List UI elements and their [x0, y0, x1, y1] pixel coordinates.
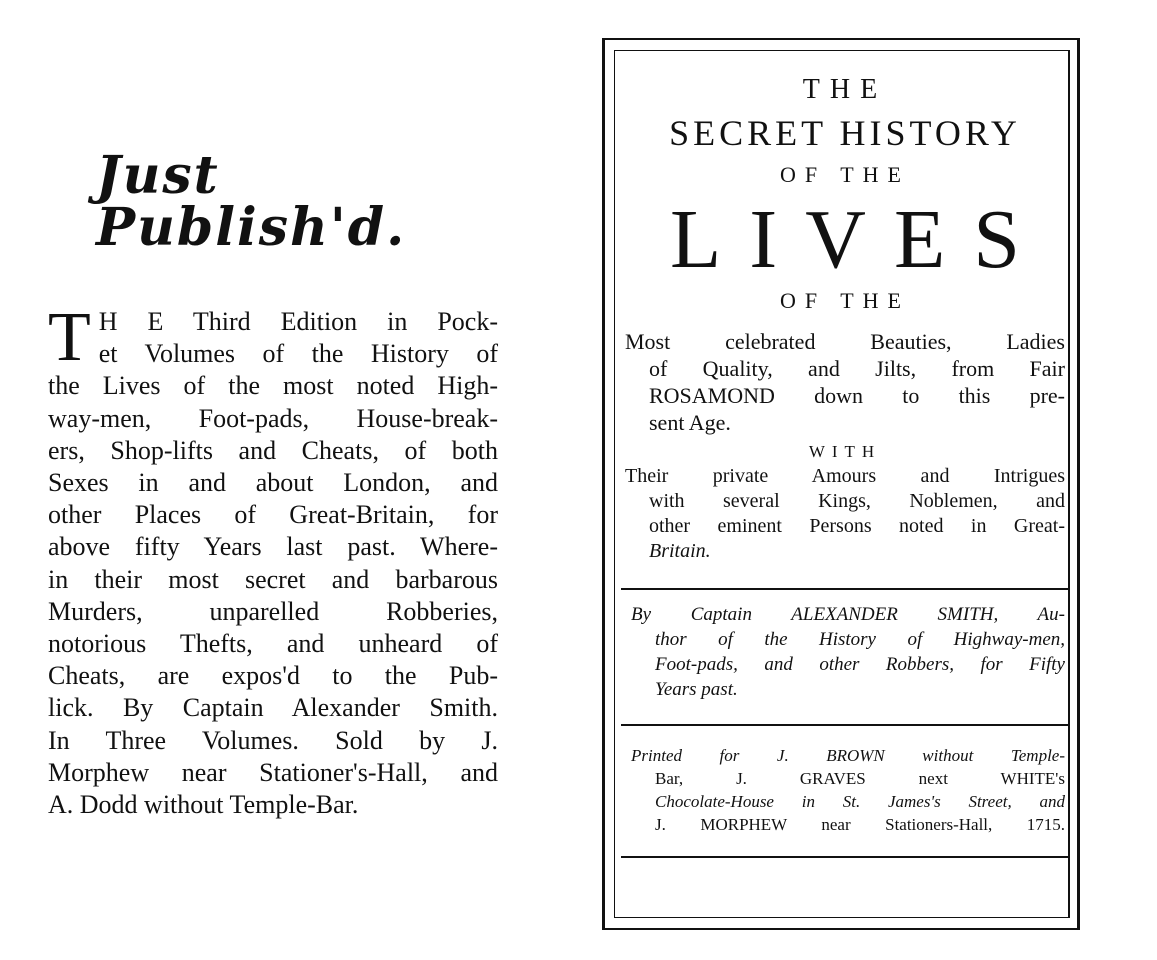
title-secret-history: SECRET HISTORY [669, 113, 1021, 153]
description-line: sent Age. [649, 410, 731, 435]
imprint-line: Bar, J. GRAVES next WHITE's [655, 769, 1065, 788]
title-author [625, 602, 1065, 702]
imprint-line: Printed for J. BROWN without Temple- [631, 746, 1065, 765]
author-line: Years past. [655, 679, 738, 700]
advert-line: notorious Thefts, and unheard of [48, 629, 498, 659]
title-of-the: OF THE [780, 162, 910, 187]
divider-rule [621, 724, 1069, 726]
author-line: By Captain ALEXANDER SMITH, Au- [631, 604, 1065, 625]
advert-line: Morphew near Stationer's-Hall, and [48, 757, 498, 787]
amours-line: other eminent Persons noted in Great- [649, 515, 1065, 537]
advert-line: Cheats, are expos'd to the Pub- [48, 661, 498, 691]
advert-line: way-men, Foot-pads, House-break- [48, 403, 498, 433]
imprint-line: J. MORPHEW near Stationers-Hall, 1715. [655, 815, 1065, 834]
description-line: Most celebrated Beauties, Ladies [625, 329, 1065, 354]
title-with: WITH [808, 442, 882, 461]
title-amours [625, 464, 1065, 564]
drop-cap: T [48, 299, 91, 376]
advert-line: A. Dodd without Temple-Bar. [48, 790, 359, 820]
advert-heading: Just Publish'd. [96, 145, 407, 258]
advert-line: the Lives of the most noted High- [48, 371, 498, 401]
imprint-line: Chocolate-House in St. James's Street, and [655, 792, 1065, 811]
advert-line: et Volumes of the History of [98, 339, 498, 369]
advert-line: above fifty Years last past. Where- [48, 532, 498, 562]
amours-line: Their private Amours and Intrigues [625, 465, 1065, 487]
advert-line: Sexes in and about London, and [48, 468, 498, 498]
title-page [625, 68, 1065, 858]
advertisement-page [48, 145, 498, 821]
divider-rule [621, 588, 1069, 590]
title-of-the-second: OF THE [780, 288, 910, 313]
amours-line: Britain. [649, 540, 711, 562]
advert-line: Murders, unparelled Robberies, [48, 596, 498, 626]
title-imprint [625, 744, 1065, 836]
advert-line: ers, Shop-lifts and Cheats, of both [48, 435, 498, 465]
title-description [625, 328, 1065, 436]
advert-line: H E Third Edition in Pock- [98, 307, 498, 336]
amours-line: with several Kings, Noblemen, and [649, 490, 1065, 512]
advert-line: other Places of Great-Britain, for [48, 500, 498, 530]
title-the: THE [802, 74, 888, 105]
advert-line: In Three Volumes. Sold by J. [48, 725, 498, 755]
author-line: Foot-pads, and other Robbers, for Fifty [655, 654, 1065, 675]
advert-line: lick. By Captain Alexander Smith. [48, 693, 498, 723]
author-line: thor of the History of Highway-men, [655, 629, 1065, 650]
advert-body [48, 299, 498, 821]
description-line: of Quality, and Jilts, from Fair [649, 356, 1065, 381]
divider-rule [621, 856, 1069, 858]
advert-line: in their most secret and barbarous [48, 564, 498, 594]
title-lives: LIVES [670, 193, 1048, 286]
description-line: ROSAMOND down to this pre- [649, 383, 1065, 408]
